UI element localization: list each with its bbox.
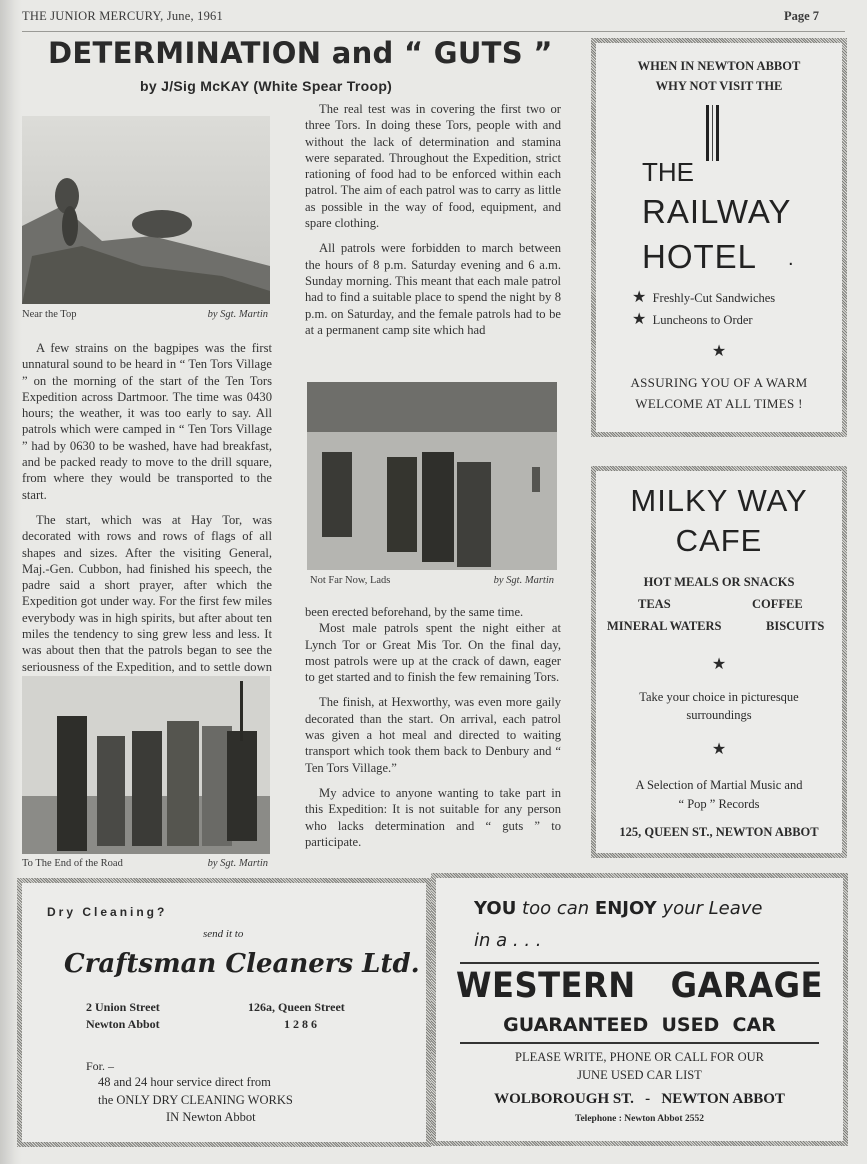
middle-column-bottom-text xyxy=(305,604,561,859)
hotel-dot: . xyxy=(788,248,794,270)
address-1-town: Newton Abbot xyxy=(86,1017,160,1031)
ad-railway-hotel xyxy=(596,43,842,432)
menu-line: HOT MEALS OR SNACKS xyxy=(643,575,795,589)
star-icon: ★ xyxy=(711,741,727,758)
feature-item xyxy=(632,287,775,307)
menu-biscuits: BISCUITS xyxy=(766,619,825,633)
feature-text: Freshly-Cut Sandwiches xyxy=(652,291,776,305)
garage-please: JUNE USED CAR LIST xyxy=(577,1068,702,1082)
service-line: IN Newton Abbot xyxy=(166,1110,256,1124)
paragraph: All patrols were forbidden to march between the hours of 8 p.m. Saturday evening and 6 a.m. Sunday morning. This meant that each male patrol had to find a suitable place to spend the night by 8 p.m. on Saturday, and the female patrols had to be at a permanent camp site which had xyxy=(305,241,561,337)
page-number: Page 7 xyxy=(783,9,819,23)
service-line: the ONLY DRY CLEANING WORKS xyxy=(98,1093,293,1107)
cafe-name: CAFE xyxy=(675,523,763,558)
ad-rule xyxy=(460,1042,819,1044)
photo-caption-not-far-now xyxy=(310,575,554,586)
ad-footer: WELCOME AT ALL TIMES ! xyxy=(635,396,803,411)
photo-not-far-now-lads xyxy=(307,382,557,570)
hotel-name-the: THE xyxy=(642,157,694,187)
cafe-tagline: surroundings xyxy=(686,708,752,722)
feature-text: Luncheons to Order xyxy=(652,313,753,327)
paragraph: The finish, at Hexworthy, was even more gaily decorated than the start. On arrival, each patrol was given a hot meal and directed to waiting transport which took them back to Denbury and “ Ten Tors Village.” xyxy=(305,695,561,775)
address-2: 126a, Queen Street xyxy=(248,1000,345,1014)
star-icon: ★ xyxy=(632,289,647,306)
ad-line: WHY NOT VISIT THE xyxy=(655,79,783,93)
menu-coffee: COFFEE xyxy=(752,597,803,611)
headline-you: YOU xyxy=(474,898,517,919)
rail-lines-icon xyxy=(706,105,722,161)
service-line: 48 and 24 hour service direct from xyxy=(98,1075,271,1089)
star-icon: ★ xyxy=(711,343,727,360)
caption-credit: by Sgt. Martin xyxy=(207,858,268,869)
paragraph: The start, which was at Hay Tor, was decorated with rows and rows of flags of all shapes and sizes. After the visiting General, Maj.-Gen. Cubbon, had finished his speech, the padre said a short prayer, after which the Expedition got under way. For the first few miles everybody was in high spirits, but after about ten miles the tendency to sing grew less and less. It was about then that the patrols began to see the seriousness of the Expedition, and to settle down xyxy=(22,512,272,674)
headline-too-can: too can xyxy=(522,898,590,919)
cafe-address: 125, QUEEN ST., NEWTON ABBOT xyxy=(619,825,819,839)
garage-address: WOLBOROUGH ST. - NEWTON ABBOT xyxy=(494,1091,785,1107)
headline-enjoy: ENJOY xyxy=(594,898,657,919)
ad-headline xyxy=(474,898,762,919)
address-1: 2 Union Street xyxy=(86,1000,160,1014)
ad-footer: ASSURING YOU OF A WARM xyxy=(630,375,808,390)
menu-mineral-waters: MINERAL WATERS xyxy=(607,619,722,633)
phone-number: 1 2 8 6 xyxy=(284,1017,317,1031)
ad-send-it-to: send it to xyxy=(203,928,244,940)
headline-your-leave: your Leave xyxy=(662,898,763,919)
menu-teas: TEAS xyxy=(638,597,671,611)
caption-credit: by Sgt. Martin xyxy=(493,575,554,586)
ad-milky-way-cafe xyxy=(596,471,842,853)
hotel-name-railway: RAILWAY xyxy=(642,193,792,230)
photo-caption-end-of-road xyxy=(22,858,268,869)
company-name: Craftsman Cleaners Ltd. xyxy=(64,949,420,979)
paragraph: My advice to anyone wanting to take part in this Expedition: It is not suitable for any person who lacks determination and “ guts ” to participate. xyxy=(305,785,561,849)
star-icon: ★ xyxy=(632,311,647,328)
paragraph: Most male patrols spent the night either at Lynch Tor or Great Mis Tor. On the final day, most patrols were up at the crack of dawn, eager to get started and to finish the few remaining Tors. xyxy=(305,621,561,685)
cafe-name: MILKY WAY xyxy=(630,483,808,518)
photo-near-the-top xyxy=(22,116,270,304)
photo-to-the-end-of-the-road xyxy=(22,676,270,854)
middle-column-top-text xyxy=(305,101,561,338)
garage-subtitle: GUARANTEED USED CAR xyxy=(503,1014,776,1036)
ad-craftsman-cleaners xyxy=(22,883,426,1142)
ad-for-label: For. – xyxy=(86,1059,115,1073)
garage-telephone: Telephone : Newton Abbot 2552 xyxy=(575,1114,704,1124)
page-gutter-shadow xyxy=(0,0,22,1164)
feature-item xyxy=(632,309,753,329)
caption-credit: by Sgt. Martin xyxy=(207,309,268,320)
ad-western-garage xyxy=(436,878,843,1141)
article-title: DETERMINATION and “ GUTS ” xyxy=(48,36,553,70)
garage-name: WESTERN GARAGE xyxy=(456,966,823,1006)
ad-rule xyxy=(460,962,819,964)
caption-text: Near the Top xyxy=(22,309,77,320)
ad-question: Dry Cleaning? xyxy=(47,905,168,919)
photo-caption-near-the-top xyxy=(22,309,268,320)
paragraph: been erected beforehand, by the same time. xyxy=(305,605,524,619)
cafe-tagline: Take your choice in picturesque xyxy=(639,690,799,704)
caption-text: To The End of the Road xyxy=(22,858,123,869)
headline-in-a: in a . . . xyxy=(474,930,542,951)
hotel-name-hotel: HOTEL xyxy=(642,238,758,275)
garage-please: PLEASE WRITE, PHONE OR CALL FOR OUR xyxy=(515,1050,764,1064)
article-byline: by J/Sig McKAY (White Spear Troop) xyxy=(140,78,393,94)
caption-text: Not Far Now, Lads xyxy=(310,575,391,586)
star-icon: ★ xyxy=(711,656,727,673)
paragraph: The real test was in covering the first two or three Tors. In doing these Tors, people with and without the lack of determination and stamina were separated. Throughout the Expedition, strict rationing of food had to be enforced within each patrol. The aim of each patrol was to carry as little as possible in the way of food, equipment, and spare clothing. xyxy=(305,102,561,231)
cafe-music: “ Pop ” Records xyxy=(678,797,760,811)
ad-line: WHEN IN NEWTON ABBOT xyxy=(637,59,801,73)
left-column-text xyxy=(22,340,272,700)
cafe-music: A Selection of Martial Music and xyxy=(635,778,803,792)
publication-header: THE JUNIOR MERCURY, June, 1961 xyxy=(22,9,223,23)
header-rule xyxy=(22,31,845,32)
paragraph: A few strains on the bagpipes was the first unnatural sound to be heard in “ Ten Tors Village ” on the morning of the start of the Ten Tors Expedition across Dartmoor. The time was 0430 hours; the weather, it was too early to say. All patrols which were camped in “ Ten Tors Village ” had by 0630 to be washed, have had breakfast, and be packed ready to move to the drill square, from where they would be transported to the start. xyxy=(22,341,272,502)
